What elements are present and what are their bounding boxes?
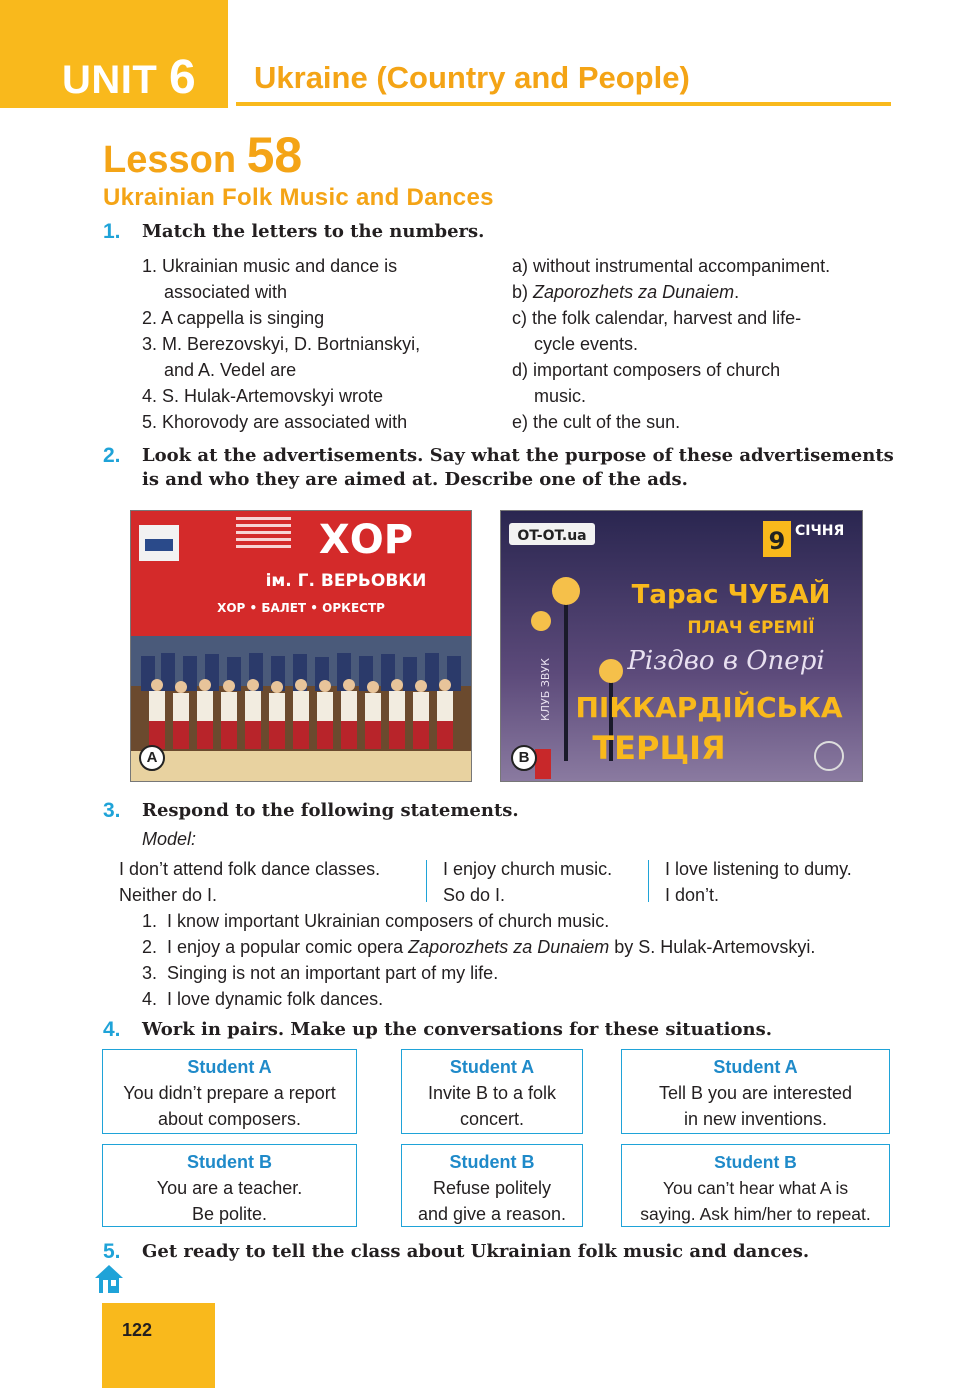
ad-b-line-4: ПІККАРДІЙСЬКА bbox=[575, 691, 843, 724]
statement-list bbox=[142, 908, 815, 1012]
ad-b-line-3: Різдво в Опері bbox=[627, 646, 825, 676]
ad-b-line-1: Тарас ЧУБАЙ bbox=[631, 580, 831, 610]
ad-b-side-label: КЛУБ ЗВУК bbox=[539, 658, 552, 721]
model-example-1-response: Neither do I. bbox=[119, 885, 218, 905]
advertisement-a bbox=[130, 510, 472, 782]
student-b-card-1 bbox=[102, 1144, 357, 1227]
card-line: and give a reason. bbox=[417, 1204, 567, 1224]
card-line: Refuse politely bbox=[432, 1178, 552, 1198]
ad-b-logo: OT-OT.ua bbox=[517, 528, 587, 544]
lesson-heading bbox=[103, 126, 302, 184]
ad-b-line-2: ПЛАЧ ЄРЕМІЇ bbox=[687, 618, 815, 638]
home-icon bbox=[93, 1263, 125, 1300]
match-option-c: c) the folk calendar, harvest and life- bbox=[512, 308, 802, 328]
ad-a-tagline: ХОР • БАЛЕТ • ОРКЕСТР bbox=[217, 601, 385, 615]
lesson-number: 58 bbox=[246, 127, 303, 183]
card-line: Invite B to a folk bbox=[427, 1083, 557, 1103]
student-b-card-2 bbox=[401, 1144, 583, 1227]
statement-2: 2. I enjoy a popular comic opera Zaporozhets za Dunaiem by S. Hulak-Artemovskyi. bbox=[142, 937, 816, 957]
model-divider-1 bbox=[426, 860, 427, 902]
ad-b-line-5: ТЕРЦІЯ bbox=[592, 729, 726, 767]
ad-a-subtitle: ім. Г. ВЕРЬОВКИ bbox=[265, 571, 427, 591]
match-item-5: 5. Khorovody are associated with bbox=[142, 412, 408, 432]
page-number: 122 bbox=[122, 1320, 153, 1340]
match-option-a: a) without instrumental accompaniment. bbox=[512, 256, 831, 276]
unit-number: 6 bbox=[168, 51, 197, 104]
match-item-1: 1. Ukrainian music and dance is bbox=[142, 256, 398, 276]
task-1-right-column bbox=[512, 253, 912, 435]
card-heading: Student A bbox=[449, 1057, 535, 1077]
model-example-1-statement: I don’t attend folk dance classes. bbox=[119, 859, 381, 879]
model-example-3 bbox=[665, 856, 852, 908]
opera-title: Zaporozhets za Dunaiem bbox=[533, 282, 735, 302]
task-4-instruction: Work in pairs. Make up the conversations for these situations. bbox=[142, 1019, 773, 1040]
ad-b-date-day: 9 bbox=[768, 527, 786, 555]
model-example-2-response: So do I. bbox=[443, 885, 506, 905]
lesson-word: Lesson bbox=[103, 139, 237, 181]
concert-poster-image bbox=[501, 511, 862, 781]
student-a-card-3 bbox=[621, 1049, 890, 1134]
student-a-card-1 bbox=[102, 1049, 357, 1134]
student-a-card-2 bbox=[401, 1049, 583, 1134]
task-2-instruction-line-2: is and who they are aimed at. Describe one of the ads. bbox=[142, 469, 688, 490]
statement-4: 4. I love dynamic folk dances. bbox=[142, 989, 384, 1009]
task-2-instruction-line-1: Look at the advertisements. Say what the purpose of these advertisements bbox=[142, 445, 894, 466]
task-4-number: 4. bbox=[103, 1018, 121, 1041]
task-5-number: 5. bbox=[103, 1240, 121, 1263]
match-item-3: 3. M. Berezovskyi, D. Bortnianskyi, bbox=[142, 334, 421, 354]
choir-poster-image bbox=[131, 511, 471, 781]
task-1-left-column bbox=[142, 253, 502, 435]
task-3-instruction: Respond to the following statements. bbox=[142, 800, 519, 821]
model-example-3-response: I don’t. bbox=[665, 885, 720, 905]
advertisement-b bbox=[500, 510, 863, 782]
statement-3: 3. Singing is not an important part of my life. bbox=[142, 963, 499, 983]
card-line: You didn’t prepare a report bbox=[123, 1083, 336, 1103]
ad-b-date-month: СІЧНЯ bbox=[795, 523, 845, 539]
card-heading: Student B bbox=[187, 1152, 272, 1172]
unit-word: UNIT bbox=[62, 58, 158, 102]
card-line: saying. Ask him/her to repeat. bbox=[640, 1204, 871, 1224]
card-line: Be polite. bbox=[191, 1204, 268, 1224]
match-option-c-cont: cycle events. bbox=[534, 334, 639, 354]
match-item-2: 2. A cappella is singing bbox=[142, 308, 325, 328]
task-1-instruction: Match the letters to the numbers. bbox=[142, 221, 485, 242]
task-2-number: 2. bbox=[103, 444, 121, 467]
ad-a-title: ХОР bbox=[318, 517, 414, 563]
model-example-1 bbox=[119, 856, 380, 908]
model-example-3-statement: I love listening to dumy. bbox=[665, 859, 852, 879]
match-option-d: d) important composers of church bbox=[512, 360, 781, 380]
unit-title: Ukraine (Country and People) bbox=[254, 60, 690, 95]
model-example-2 bbox=[443, 856, 612, 908]
lesson-title: Ukrainian Folk Music and Dances bbox=[103, 184, 494, 211]
task-3-number: 3. bbox=[103, 799, 121, 822]
statement-1: 1. I know important Ukrainian composers of church music. bbox=[142, 911, 610, 931]
match-item-4: 4. S. Hulak-Artemovskyi wrote bbox=[142, 386, 384, 406]
card-line: in new inventions. bbox=[683, 1109, 828, 1129]
card-line: concert. bbox=[459, 1109, 525, 1129]
page-number-box bbox=[102, 1303, 215, 1388]
match-item-1-cont: associated with bbox=[164, 282, 288, 302]
card-line: You are a teacher. bbox=[156, 1178, 303, 1198]
card-heading: Student A bbox=[713, 1057, 798, 1077]
ad-b-badge: B bbox=[511, 745, 537, 771]
match-option-b: b) Zaporozhets za Dunaiem. bbox=[512, 282, 740, 302]
model-label: Model: bbox=[142, 829, 197, 849]
header-rule bbox=[236, 102, 891, 106]
card-heading: Student B bbox=[714, 1152, 797, 1172]
student-b-card-3 bbox=[621, 1144, 890, 1227]
task-5-instruction: Get ready to tell the class about Ukrainian folk music and dances. bbox=[142, 1241, 810, 1262]
model-example-2-statement: I enjoy church music. bbox=[443, 859, 613, 879]
card-line: about composers. bbox=[157, 1109, 302, 1129]
unit-label bbox=[62, 50, 196, 105]
match-option-e: e) the cult of the sun. bbox=[512, 412, 681, 432]
match-item-3-cont: and A. Vedel are bbox=[164, 360, 297, 380]
match-option-d-cont: music. bbox=[534, 386, 587, 406]
card-heading: Student B bbox=[449, 1152, 535, 1172]
card-line: Tell B you are interested bbox=[658, 1083, 853, 1103]
card-line: You can’t hear what A is bbox=[662, 1178, 849, 1198]
card-heading: Student A bbox=[187, 1057, 272, 1077]
task-1-number: 1. bbox=[103, 220, 121, 243]
model-divider-2 bbox=[648, 860, 649, 902]
ad-a-badge: A bbox=[139, 745, 165, 771]
